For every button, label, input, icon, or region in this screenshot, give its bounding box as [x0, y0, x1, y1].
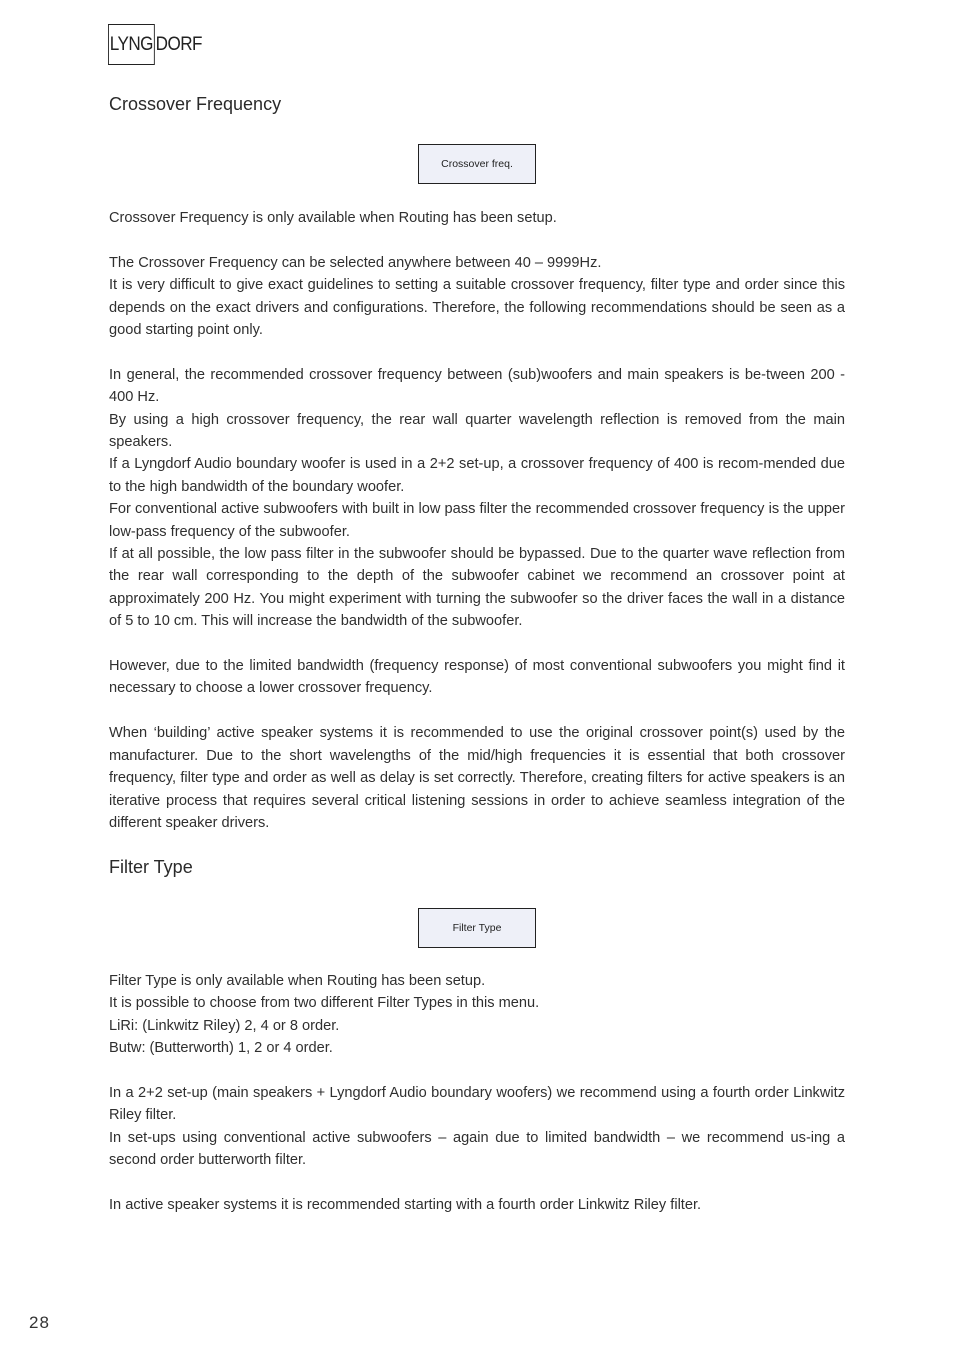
paragraph: By using a high crossover frequency, the rear wall quarter wavelength reflection is removed from the main speakers. — [109, 411, 845, 451]
paragraph: The Crossover Frequency can be selected anywhere between 40 – 9999Hz. — [109, 254, 602, 271]
paragraph: It is possible to choose from two different Filter Types in this menu. — [109, 995, 540, 1012]
paragraph: If a Lyngdorf Audio boundary woofer is used in a 2+2 set-up, a crossover frequency of 400 is recom-mended due to the high bandwidth of the boundary woofer. — [109, 456, 845, 495]
paragraph: Filter Type is only available when Routing has been setup. — [109, 973, 486, 989]
filter-body-text — [109, 970, 845, 1216]
logo-boxed-text: LYNG — [108, 24, 155, 65]
lyngdorf-logo — [108, 23, 202, 66]
crossover-body-text — [109, 207, 845, 834]
heading-filter-type: Filter Type — [109, 857, 193, 877]
paragraph: In general, the recommended crossover frequency between (sub)woofers and main speakers is be-tween 200 - 400 Hz. — [109, 366, 845, 406]
crossover-freq-menu-item: Crossover freq. — [418, 144, 536, 184]
paragraph: In a 2+2 set-up (main speakers + Lyngdorf Audio boundary woofers) we recommend using a fourth order Linkwitz Riley filter. — [109, 1085, 845, 1124]
paragraph: When ‘building’ active speaker systems it is recommended to use the original crossover point(s) used by the manufacturer. Due to the short wavelengths of the mid/high frequencies it is essential that both crossover frequency, filter type and order as well as delay is set correctly. Therefore, creating filters for active speakers is an iterative process that requires several critical listening sessions in order to achieve seamless integration of the different speaker drivers. — [109, 725, 845, 831]
paragraph: Crossover Frequency is only available when Routing has been setup. — [109, 210, 557, 226]
paragraph: LiRi: (Linkwitz Riley) 2, 4 or 8 order. — [109, 1017, 340, 1034]
paragraph: However, due to the limited bandwidth (frequency response) of most conventional subwoofers you might find it necessary to choose a lower crossover frequency. — [109, 658, 845, 697]
paragraph: In active speaker systems it is recommended starting with a fourth order Linkwitz Riley filter. — [109, 1197, 702, 1214]
heading-crossover-frequency: Crossover Frequency — [109, 94, 282, 114]
paragraph: For conventional active subwoofers with built in low pass filter the recommended crossover frequency is the upper low-pass frequency of the subwoofer. — [109, 501, 845, 540]
paragraph: It is very difficult to give exact guidelines to setting a suitable crossover frequency, filter type and order since this depends on the exact drivers and configurations. Therefore, the following recommendations should be seen as a good starting point only. — [109, 277, 845, 339]
logo-rest-text: DORF — [155, 33, 202, 55]
paragraph: In set-ups using conventional active subwoofers – again due to limited bandwidth – we recommend us-ing a second order butterworth filter. — [109, 1129, 845, 1169]
filter-type-menu-item: Filter Type — [418, 908, 536, 948]
page-number: 28 — [29, 1313, 50, 1332]
paragraph: Butw: (Butterworth) 1, 2 or 4 order. — [109, 1040, 333, 1057]
paragraph: If at all possible, the low pass filter in the subwoofer should be bypassed. Due to the quarter wave reflection from the rear wall corresponding to the depth of the subwoofer cabinet we recommend an crossover point at approximately 200 Hz. You might experiment with turning the subwoofer so the driver faces the wall in a distance of 5 to 10 cm. This will increase the bandwidth of the subwoofer. — [109, 546, 845, 630]
